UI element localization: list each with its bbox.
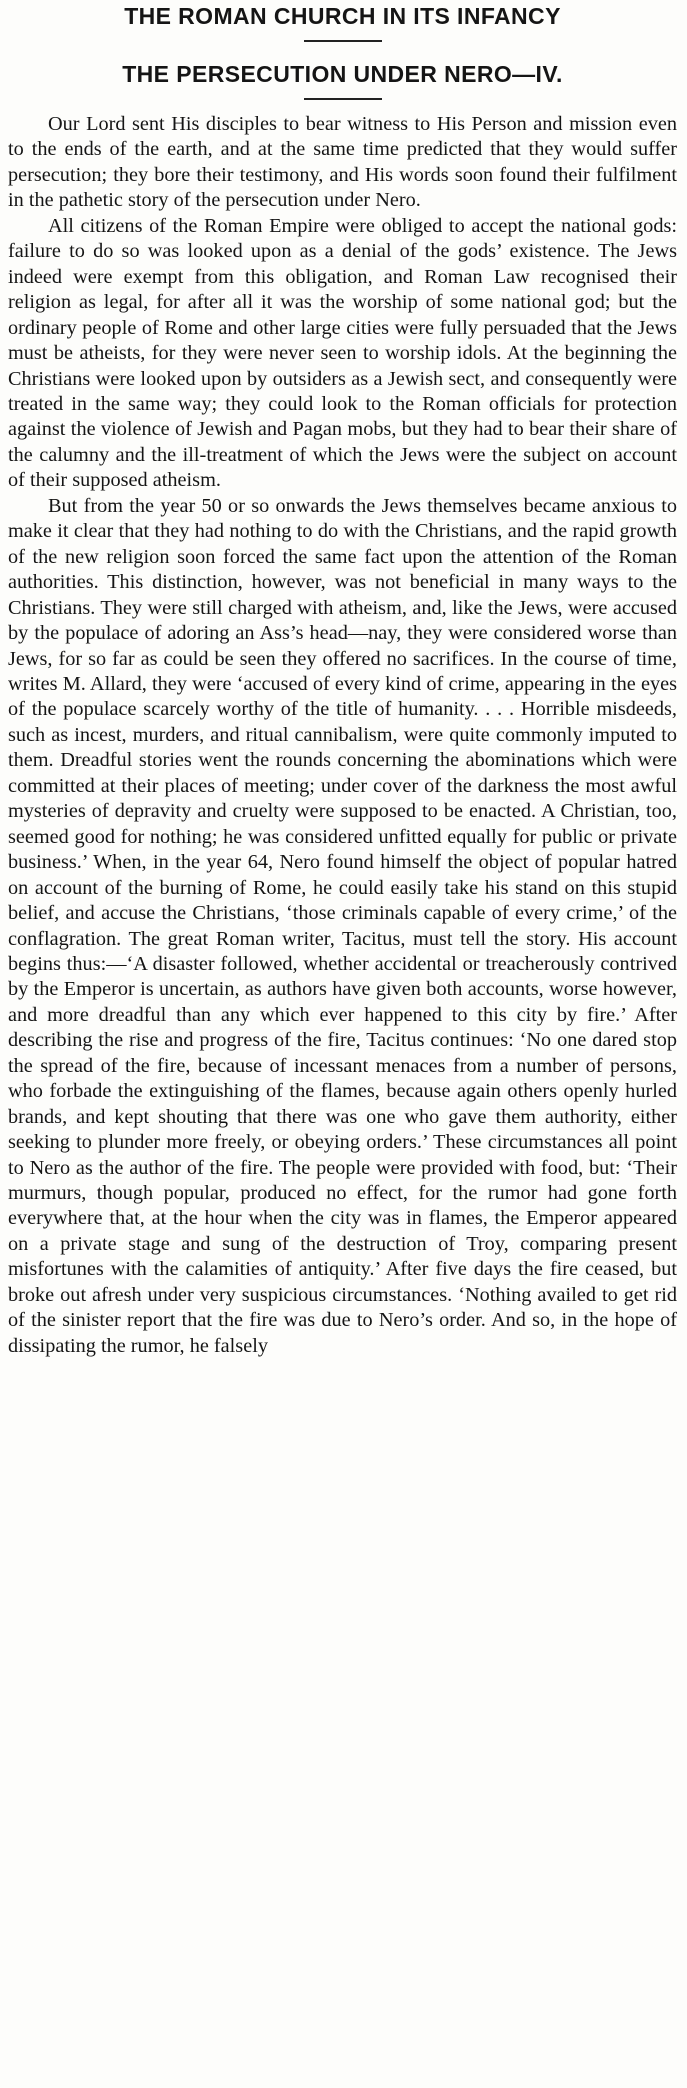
article-subtitle: THE PERSECUTION UNDER NERO—IV. — [122, 61, 563, 87]
subtitle-divider — [304, 98, 382, 100]
article-title: THE ROMAN CHURCH IN ITS INFANCY — [124, 3, 561, 29]
title-divider — [304, 40, 382, 42]
paragraph-1: Our Lord sent His disciples to bear witness to His Person and mission even to the ends of the earth, and at the same time predicted that they would suffer persecution; they bore their testimony, and His words soon found their fulfilment in the pathetic story of the persecution under Nero. — [8, 113, 677, 212]
article-body — [8, 112, 677, 1359]
paragraph-2: All citizens of the Roman Empire were obliged to accept the national gods: failure to do so was looked upon as a denial of the gods’ existence. The Jews indeed were exempt from this obligation, and Roman Law recognised their religion as legal, for after all it was the worship of some national god; but the ordinary people of Rome and other large cities were fully persuaded that the Jews must be atheists, for they were never seen to worship idols. At the beginning the Christians were looked upon by outsiders as a Jewish sect, and consequently were treated in the same way; they could look to the Roman officials for protection against the violence of Jewish and Pagan mobs, but they had to bear their share of the calumny and the ill-treatment of which the Jews were the subject on account of their supposed atheism. — [8, 214, 677, 492]
paragraph-3: But from the year 50 or so onwards the Jews themselves became anxious to make it clear that they had nothing to do with the Christians, and the rapid growth of the new religion soon forced the same fact upon the attention of the Roman authorities. This distinction, however, was not beneficial in many ways to the Christians. They were still charged with atheism, and, like the Jews, were accused by the populace of adoring an Ass’s head—nay, they were considered worse than Jews, for so far as could be seen they offered no sacrifices. In the course of time, writes M. Allard, they were ‘accused of every kind of crime, appearing in the eyes of the populace scarcely worthy of the title of humanity. . . . Horrible misdeeds, such as incest, murders, and ritual cannibalism, were quite commonly imputed to them. Dreadful stories went the rounds concerning the abominations which were committed at their places of meeting; under cover of the darkness the most awful mysteries of depravity and cruelty were supposed to be enacted. A Christian, too, seemed good for nothing; he was considered unfitted equally for public or private business.’ When, in the year 64, Nero found himself the object of popular hatred on account of the burning of Rome, he could easily take his stand on this stupid belief, and accuse the Christians, ‘those criminals capable of every crime,’ of the conflagration. The great Roman writer, Tacitus, must tell the story. His account begins thus:—‘A disaster followed, whether accidental or treacherously contrived by the Emperor is uncertain, as authors have given both accounts, worse however, and more dreadful than any which ever happened to this city by fire.’ After describing the rise and progress of the fire, Tacitus continues: ‘No one dared stop the spread of the fire, because of incessant menaces from a number of persons, who forbade the extinguishing of the flames, because again others openly hurled brands, and kept shouting that there was one who gave them authority, either seeking to plunder more freely, or obeying orders.’ These circumstances all point to Nero as the author of the fire. The people were provided with food, but: ‘Their murmurs, though popular, produced no effect, for the rumor had gone forth everywhere that, at the hour when the city was in flames, the Emperor appeared on a private stage and sung of the destruction of Troy, comparing present misfortunes with the calamities of antiquity.’ After five days the fire ceased, but broke out afresh under very suspicious circumstances. ‘Nothing availed to get rid of the sinister report that the fire was due to Nero’s order. And so, in the hope of dissipating the rumor, he falsely — [8, 494, 677, 1357]
